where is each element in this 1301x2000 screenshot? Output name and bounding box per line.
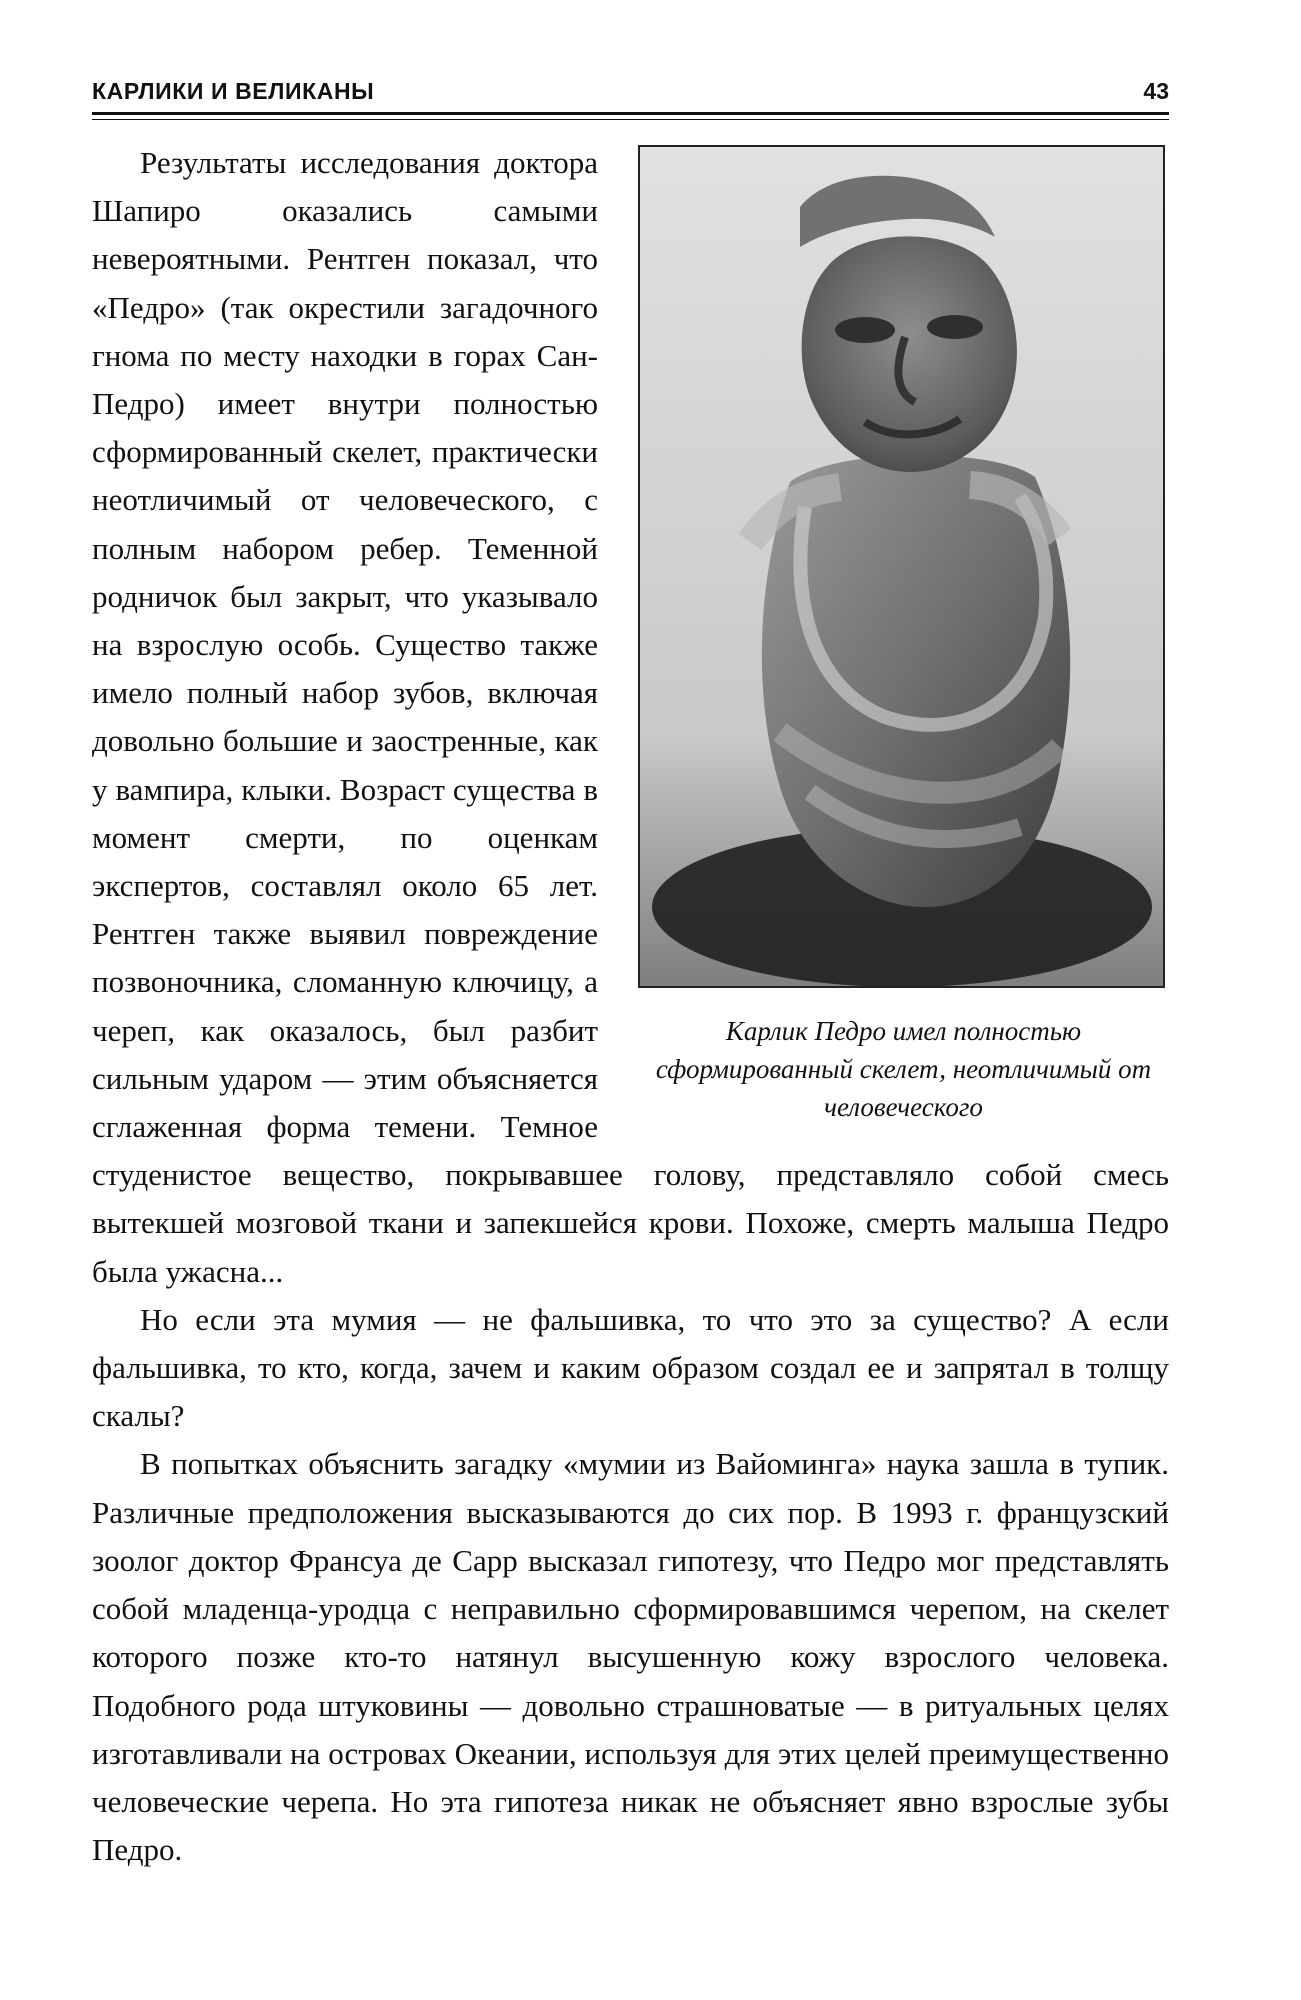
paragraph-1: Результаты исследования доктора Шапиро оказались самыми невероятными. Рентген показал, что «Педро» (так окрестили загадочного гнома по месту находки в горах Сан-Педро) имеет внутри полностью сформированный скелет, практически неотличимый от человеческого, с полным набором ребер. Теменной родничок был закрыт, что указывало на взрослую особь. Существо также имело полный набор зубов, включая довольно большие и заостренные, как у вампира, клыки. Возраст существа в момент смерти, по оценкам экспертов, составлял около 65 лет. Рентген также выявил повреждение позвоночника, сломанную ключицу, а череп, как оказалось, был разбит сильным ударом — этим объясняется сглаженная форма темени. Темное студенистое вещество, покрывавшее голову, представляло собой смесь вытекшей мозговой ткани и запекшейся крови. Похоже, смерть малыша Педро была ужасна... [92,145,1169,1289]
page-content [92,139,1169,1874]
mummy-photo [638,145,1165,988]
mummy-photo-illustration [640,147,1163,986]
mummy-figure [638,145,1169,1126]
paragraph-2: Но если эта мумия — не фальшивка, то что это за существо? А если фальшивка, то кто, когда, зачем и каким образом создал ее и запрятал в толщу скалы? [92,1301,1169,1434]
running-title: КАРЛИКИ И ВЕЛИКАНЫ [92,78,375,104]
running-header [92,74,1169,115]
book-page [92,74,1169,1934]
paragraph-3: В попытках объяснить загадку «мумии из Вайоминга» наука зашла в тупик. Различные предположения высказываются до сих пор. В 1993 г. французский зоолог доктор Франсуа де Сарр высказал гипотезу, что Педро мог представлять собой младенца-уродца с неправильно сформировавшимся черепом, на скелет которого позже кто-то натянул высушенную кожу взрослого человека. Подобного рода штуковины — довольно страшноватые — в ритуальных целях изготавливали на островах Океании, используя для этих целей преимущественно человеческие черепа. Но эта гипотеза никак не объясняет явно взрослые зубы Педро. [92,1446,1169,1868]
figure-caption: Карлик Педро имел полностью сформированный скелет, неотличимый от человеческого [655,1016,1152,1122]
page-number: 43 [1143,78,1169,104]
